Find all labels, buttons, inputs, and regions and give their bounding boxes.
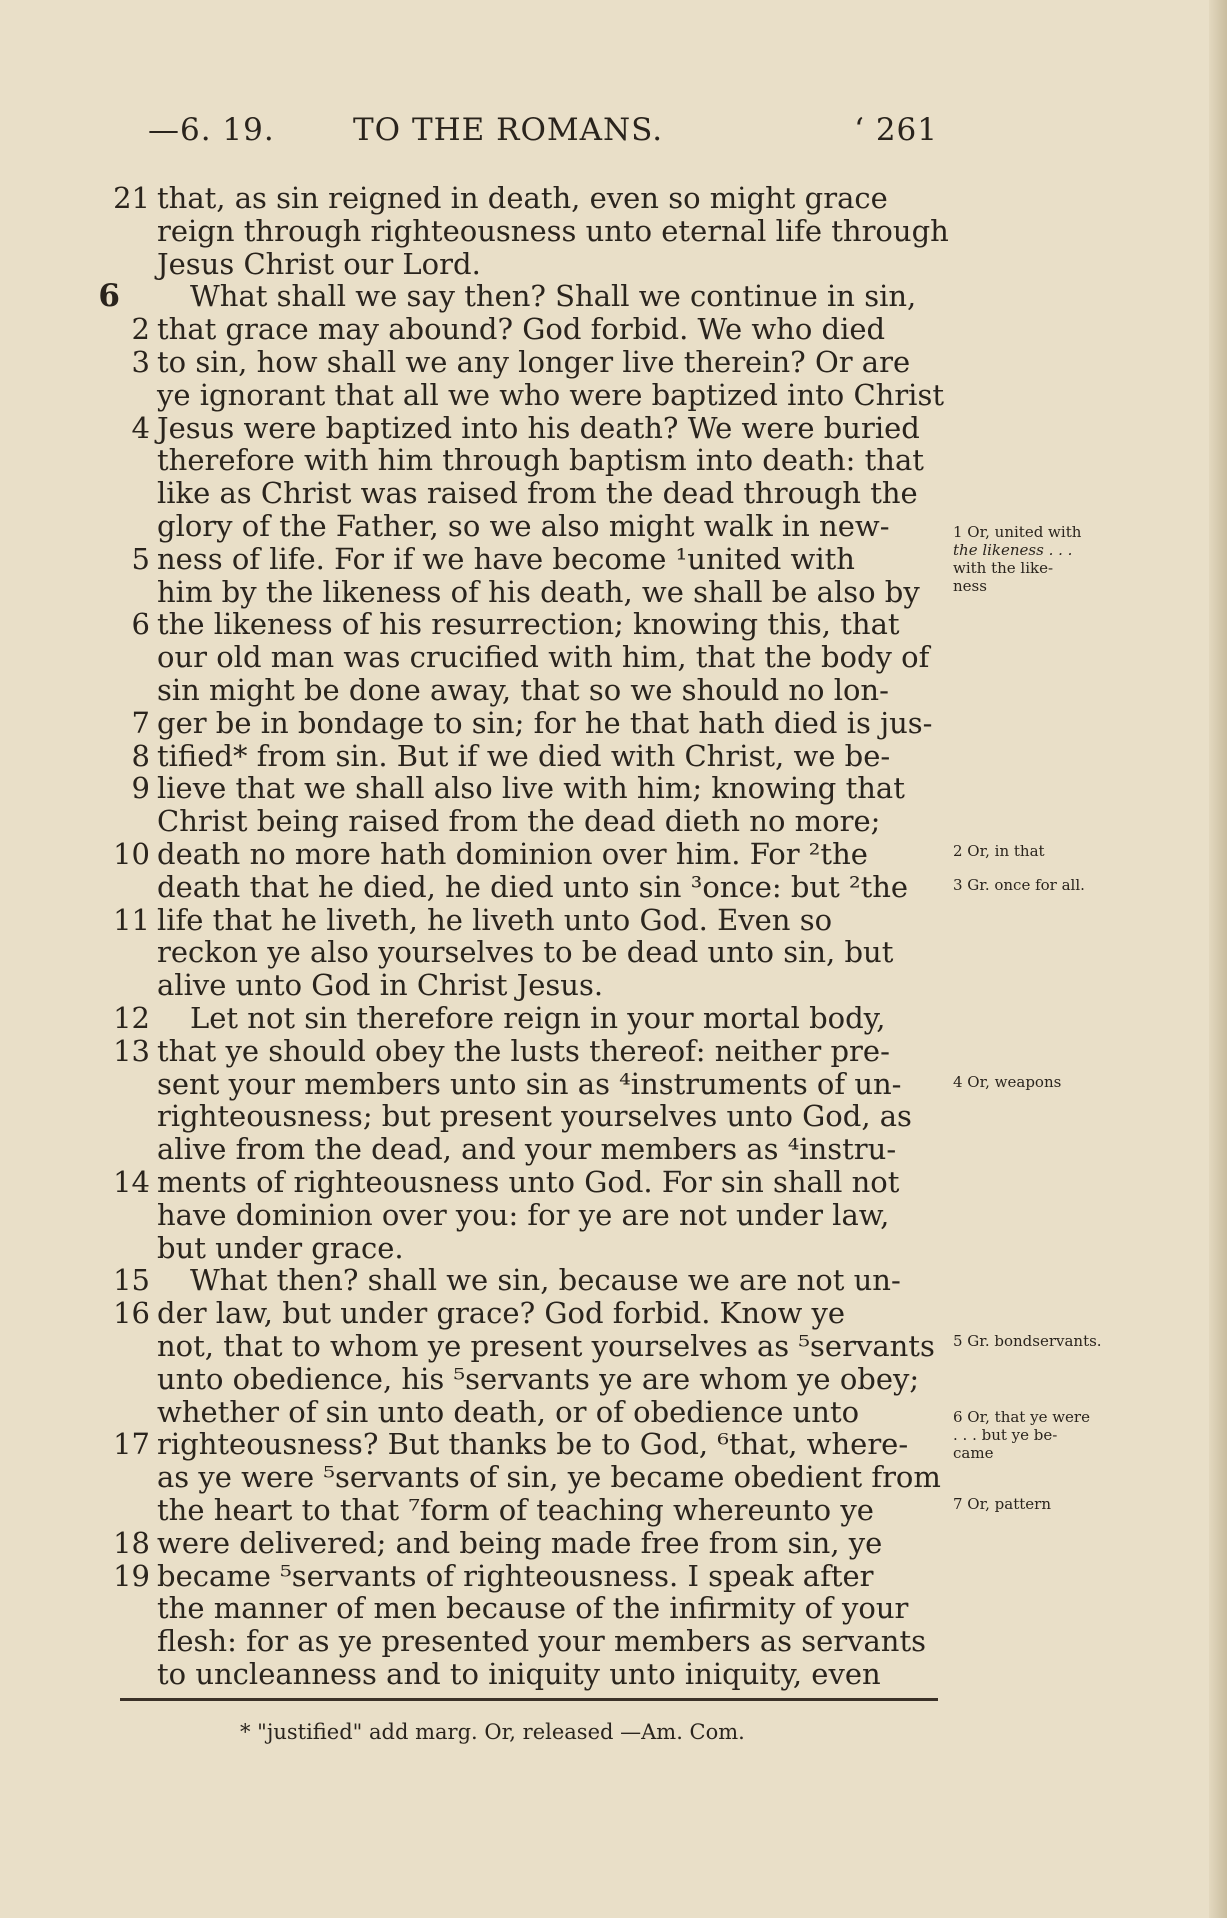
line-text: therefore with him through baptism into death: that [157, 443, 924, 478]
page-header [148, 112, 938, 162]
line-text: death that he died, he died unto sin ³once: but ²the [157, 869, 909, 904]
margin-note-3: 3 Gr. once for all. [953, 876, 1085, 894]
margin-note-5: 5 Gr. bondservants. [953, 1332, 1102, 1350]
line-text: glory of the Father, so we also might walk in new- [157, 509, 890, 543]
line-text: alive unto God in Christ Jesus. [157, 968, 604, 1003]
line-text: that ye should obey the lusts thereof: neither pre- [157, 1033, 890, 1068]
margin-note-7: 7 Or, pattern [953, 1495, 1051, 1513]
margin-note-6: 6 Or, that ye were . . . but ye be- came [953, 1408, 1090, 1462]
line-text: were delivered; and being made free from sin, ye [157, 1525, 883, 1560]
verse-number: 3 [131, 345, 150, 379]
line-text: have dominion over you: for ye are not under law, [157, 1197, 890, 1232]
line-text: to sin, how shall we any longer live therein? Or are [157, 345, 911, 379]
verse-number: 4 [131, 410, 150, 445]
line-text: ments of righteousness unto God. For sin shall not [157, 1165, 900, 1199]
line-text: righteousness; but present yourselves unto God, as [157, 1099, 912, 1134]
line-text: not, that to whom ye present yourselves as ⁵servants [157, 1329, 935, 1363]
verse-number: 8 [131, 738, 150, 773]
verse-number: 9 [131, 771, 150, 806]
line-text: reign through righteousness unto eternal life through [157, 213, 949, 248]
line-text: ness of life. For if we have become ¹united with [157, 541, 855, 576]
chapter-reference: —6. 19. [148, 112, 275, 148]
running-title: TO THE ROMANS. [353, 112, 664, 148]
verse-number: 19 [113, 1558, 150, 1593]
line-text: sin might be done away, that so we should no lon- [157, 673, 889, 707]
page-number: ʻ 261 [854, 112, 938, 148]
verse-number: 7 [131, 705, 150, 740]
verse-number: 18 [113, 1525, 150, 1560]
line-text: but under grace. [157, 1230, 404, 1265]
line-text: ger be in bondage to sin; for he that hath died is jus- [157, 705, 933, 740]
line-text: Let not sin therefore reign in your mortal body, [190, 1001, 886, 1035]
line-text: to uncleanness and to iniquity unto iniquity, even [157, 1657, 881, 1691]
line-text: alive from the dead, and your members as ⁴instru- [157, 1132, 897, 1167]
line-text: righteousness? But thanks be to God, ⁶that, where- [157, 1427, 909, 1462]
verse-number: 11 [113, 902, 150, 937]
line-text: unto obedience, his ⁵servants ye are whom ye obey; [157, 1361, 920, 1396]
margin-note-4: 4 Or, weapons [953, 1073, 1062, 1091]
margin-note-1: 1 Or, united with the likeness . . . with the like- ness [953, 523, 1082, 595]
footnote-rule [120, 1698, 938, 1701]
line-text: lieve that we shall also live with him; knowing that [157, 771, 905, 806]
line-text: became ⁵servants of righteousness. I speak after [157, 1558, 874, 1593]
verse-number: 6 [98, 278, 120, 315]
verse-number: 12 [113, 1001, 150, 1035]
verse-number: 16 [113, 1296, 150, 1331]
line-text: the manner of men because of the infirmity of your [157, 1591, 909, 1626]
line-text: as ye were ⁵servants of sin, ye became obedient from [157, 1460, 941, 1495]
line-text: the likeness of his resurrection; knowing this, that [157, 607, 900, 642]
line-text: tified* from sin. But if we died with Christ, we be- [157, 738, 891, 773]
line-text: Jesus were baptized into his death? We were buried [157, 410, 920, 445]
verse-number: 2 [131, 312, 150, 347]
line-text: whether of sin unto death, or of obedience unto [157, 1394, 860, 1429]
line-text: that, as sin reigned in death, even so might grace [157, 181, 888, 215]
line-text: reckon ye also yourselves to be dead unto sin, but [157, 935, 894, 970]
line-text: flesh: for as ye presented your members as servants [157, 1624, 927, 1659]
verse-number: 15 [113, 1263, 150, 1298]
verse-number: 13 [113, 1033, 150, 1068]
line-text: that grace may abound? God forbid. We who died [157, 312, 886, 347]
margin-note-2: 2 Or, in that [953, 842, 1045, 860]
line-text: the heart to that ⁷form of teaching whereunto ye [157, 1493, 874, 1527]
line-text: like as Christ was raised from the dead through the [157, 476, 918, 511]
line-text: ye ignorant that all we who were baptized into Christ [157, 377, 944, 412]
line-text: sent your members unto sin as ⁴instruments of un- [157, 1066, 902, 1101]
line-text: der law, but under grace? God forbid. Know ye [157, 1296, 846, 1331]
verse-number: 21 [113, 181, 150, 215]
verse-number: 6 [131, 607, 150, 642]
verse-number: 10 [113, 837, 150, 871]
verse-number: 14 [113, 1165, 150, 1199]
line-text: Jesus Christ our Lord. [157, 246, 481, 281]
line-text: life that he liveth, he liveth unto God. Even so [157, 902, 833, 937]
line-text: What shall we say then? Shall we continue in sin, [190, 279, 917, 314]
line-text: our old man was crucified with him, that the body of [157, 640, 930, 675]
line-text: Christ being raised from the dead dieth no more; [157, 804, 881, 839]
line-text: What then? shall we sin, because we are not un- [190, 1263, 901, 1298]
line-text: death no more hath dominion over him. For ²the [157, 837, 868, 871]
footnote: * "justified" add marg. Or, released —Am. Com. [240, 1720, 745, 1744]
page-edge [1209, 0, 1227, 1918]
verse-number: 5 [131, 541, 150, 576]
line-text: him by the likeness of his death, we shall be also by [157, 574, 920, 609]
verse-number: 17 [113, 1427, 150, 1462]
